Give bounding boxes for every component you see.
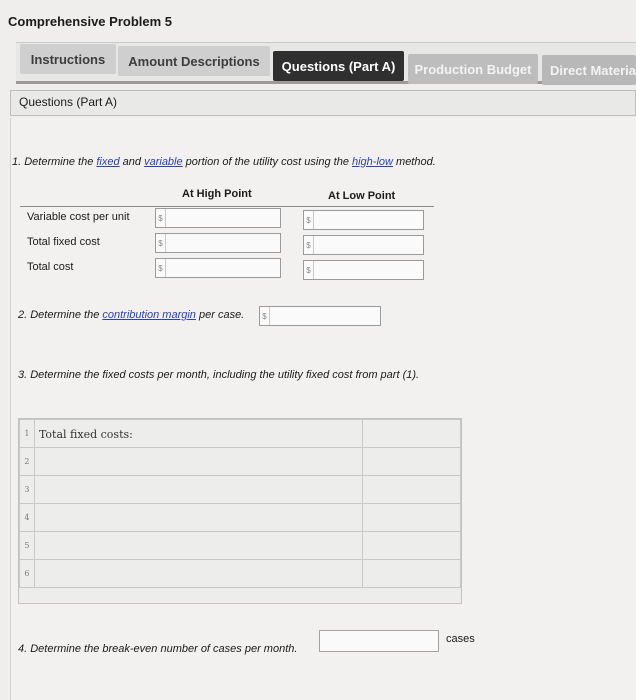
fixed-costs-table [18,418,462,604]
dollar-sign: $ [304,261,314,279]
table-row [20,448,461,476]
break-even-cases-input[interactable] [319,630,439,652]
table-cell-amount[interactable] [363,560,461,588]
table-cell-label[interactable] [34,448,363,476]
row-label-total-fixed-cost: Total fixed cost [27,236,100,248]
total-fixed-costs-label: Total fixed costs: [38,427,133,441]
low-total-cost-input[interactable] [303,260,424,280]
variable-link[interactable]: variable [144,156,183,168]
table-cell-label[interactable] [34,420,363,448]
section-title: Questions (Part A) [10,90,636,116]
page-title: Comprehensive Problem 5 [8,14,172,29]
low-variable-cost-input[interactable] [303,210,424,230]
question-4: 4. Determine the break-even number of cases per month. [18,643,298,655]
table-cell-amount[interactable] [363,420,461,448]
table-cell-label[interactable] [34,560,363,588]
q2-prefix: 2. Determine the [18,309,103,321]
dollar-sign: $ [156,259,166,277]
table-cell-amount[interactable] [363,504,461,532]
high-total-fixed-cost-input[interactable] [155,233,281,253]
table-row [20,504,461,532]
row-label [35,512,39,525]
row-number: 3 [20,476,35,504]
row-number: 1 [20,420,35,448]
q1-middle: portion of the utility cost using the [182,156,352,168]
row-label-total-cost: Total cost [27,261,74,273]
q1-and: and [119,156,145,168]
row-label [35,484,39,497]
dollar-sign: $ [304,236,314,254]
contribution-margin-link[interactable]: contribution margin [102,309,196,321]
row-number: 5 [20,532,35,560]
dollar-sign: $ [156,209,166,227]
table-cell-label[interactable] [34,476,363,504]
row-label [35,568,39,581]
tab-instructions[interactable]: Instructions [20,44,116,74]
q2-suffix: per case. [195,309,245,321]
question-3: 3. Determine the fixed costs per month, including the utility fixed cost from part (1). [18,369,420,381]
high-total-cost-input[interactable] [155,258,281,278]
tab-amount-descriptions[interactable]: Amount Descriptions [118,46,270,76]
question-1 [12,156,436,168]
contribution-margin-input[interactable] [259,306,381,326]
low-total-fixed-cost-input[interactable] [303,235,424,255]
question-2 [18,309,244,321]
table-cell-amount[interactable] [363,532,461,560]
dollar-sign: $ [260,307,270,325]
high-variable-cost-input[interactable] [155,208,281,228]
row-label-variable-cost: Variable cost per unit [27,211,130,223]
table-row [20,476,461,504]
table-row [20,560,461,588]
high-low-link[interactable]: high-low [352,156,393,168]
q1-suffix: method. [392,156,436,168]
row-number: 2 [20,448,35,476]
tab-questions-part-a[interactable]: Questions (Part A) [273,51,404,81]
tab-production-budget[interactable]: Production Budget [408,54,538,84]
row-number: 6 [20,560,35,588]
table-cell-label[interactable] [34,504,363,532]
tab-bar [16,42,636,84]
column-header-high-point: At High Point [182,188,252,200]
header-divider [20,206,434,207]
row-label [35,456,39,469]
q1-prefix: 1. Determine the [12,156,97,168]
table-cell-label[interactable] [34,532,363,560]
row-number: 4 [20,504,35,532]
dollar-sign: $ [156,234,166,252]
table-cell-amount[interactable] [363,476,461,504]
dollar-sign: $ [304,211,314,229]
cases-unit-label: cases [446,633,475,645]
table-row [20,420,461,448]
table-row [20,532,461,560]
table-cell-amount[interactable] [363,448,461,476]
tab-direct-materials[interactable]: Direct Materia [542,55,636,85]
column-header-low-point: At Low Point [328,190,396,202]
row-label [35,540,39,553]
fixed-link[interactable]: fixed [96,156,120,168]
